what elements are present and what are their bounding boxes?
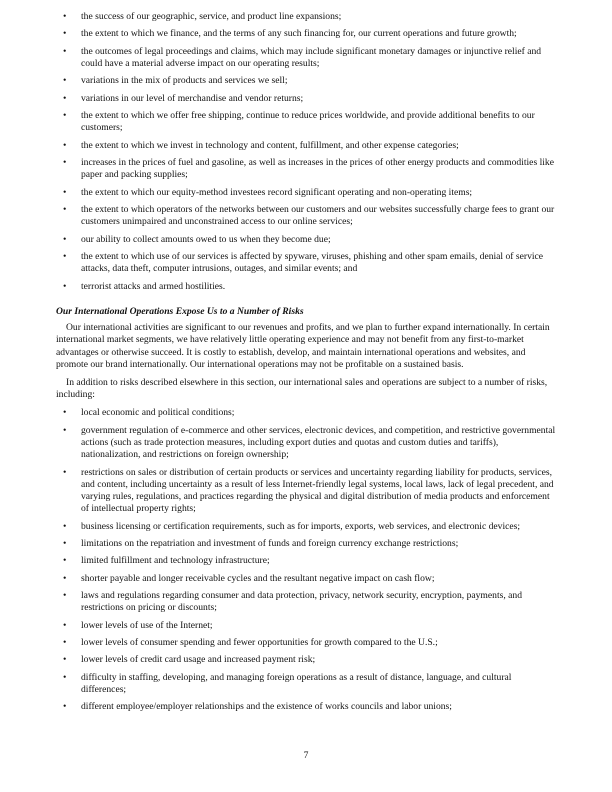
list-item-text: the extent to which our equity-method investees record significant operating and non-operating items; <box>81 186 473 198</box>
list-item <box>56 672 556 696</box>
list-item <box>56 157 556 181</box>
list-item <box>56 654 556 666</box>
list-item <box>56 11 556 23</box>
list-item <box>56 538 556 550</box>
list-item <box>56 555 556 567</box>
bullet-icon: • <box>63 28 67 40</box>
list-item-text: local economic and political conditions; <box>81 407 235 419</box>
section-paragraph-2: In addition to risks described elsewhere in this section, our international sales and operations are subject to a number of risks, including: <box>56 376 548 401</box>
bullet-icon: • <box>63 424 67 436</box>
bullet-icon: • <box>63 407 67 419</box>
list-item <box>56 46 556 70</box>
list-item <box>56 93 556 105</box>
list-item-text: different employee/employer relationships and the existence of works councils and labor unions; <box>81 701 452 713</box>
list-item <box>56 407 556 419</box>
bullet-icon: • <box>63 619 67 631</box>
page-number: 7 <box>303 750 309 761</box>
list-item-text: the extent to which we finance, and the terms of any such financing for, our current operations and future growth; <box>81 28 517 40</box>
list-item-text: laws and regulations regarding consumer and data protection, privacy, network security, encryption, payments, and restrictions on pricing or discounts; <box>81 590 522 614</box>
list-item-text: government regulation of e-commerce and other services, electronic devices, and competition, and restrictive governmental actions (such as trade protection measures, including export duties and quotas and custom duties and tariffs), nationalization, and restrictions on foreign ownership; <box>81 424 556 461</box>
bullet-icon: • <box>63 280 67 292</box>
list-item-text: the success of our geographic, service, and product line expansions; <box>81 11 342 22</box>
list-item-text: limited fulfillment and technology infrastructure; <box>81 555 270 567</box>
bullet-icon: • <box>63 537 67 549</box>
bullet-icon: • <box>63 139 67 151</box>
bullet-icon: • <box>63 251 67 263</box>
bullet-icon: • <box>63 75 67 87</box>
list-item-text: business licensing or certification requirements, such as for imports, exports, web services, and electronic devices; <box>81 520 521 532</box>
bullet-icon: • <box>63 92 67 104</box>
bullet-icon: • <box>63 186 67 198</box>
bullet-icon: • <box>63 520 67 532</box>
bullet-icon: • <box>63 555 67 567</box>
bullet-icon: • <box>63 233 67 245</box>
list-item <box>56 28 556 40</box>
list-item <box>56 425 556 462</box>
list-item-text: difficulty in staffing, developing, and managing foreign operations as a result of distance, language, and cultural differences; <box>81 671 512 696</box>
list-item <box>56 234 556 246</box>
bullet-icon: • <box>63 466 67 478</box>
list-item-text: the extent to which operators of the networks between our customers and our websites successfully charge fees to grant our customers unimpaired and unconstrained access to our online services; <box>81 204 555 228</box>
list-item <box>56 110 556 134</box>
list-item <box>56 187 556 199</box>
list-item <box>56 620 556 632</box>
list-item <box>56 637 556 649</box>
bullet-icon: • <box>63 110 67 122</box>
list-item <box>56 521 556 533</box>
list-item-text: restrictions on sales or distribution of certain products or services and uncertainty regarding liability for products, services, and content, including uncertainty as a result of less Internet-friendly legal systems, local laws, lack of legal precedent, and varying rules, regulations, and practices regarding the physical and digital distribution of media products and enforcement of intellectual property rights; <box>81 466 554 515</box>
bullet-icon: • <box>63 157 67 169</box>
list-item-text: variations in the mix of products and services we sell; <box>81 75 288 87</box>
list-item <box>56 251 556 275</box>
list-item-text: lower levels of use of the Internet; <box>81 619 213 631</box>
bullet-icon: • <box>63 45 67 57</box>
list-item-text: increases in the prices of fuel and gasoline, as well as increases in the prices of other energy products and commodities like paper and packing supplies; <box>81 157 554 181</box>
list-item <box>56 590 556 614</box>
bullet-icon: • <box>63 11 67 22</box>
list-item <box>56 204 556 228</box>
list-item-text: the extent to which we offer free shipping, continue to reduce prices worldwide, and provide additional benefits to our customers; <box>81 110 535 134</box>
list-item-text: variations in our level of merchandise and vendor returns; <box>81 92 304 104</box>
list-item-text: limitations on the repatriation and investment of funds and foreign currency exchange restrictions; <box>81 537 459 549</box>
list-item-text: lower levels of consumer spending and fewer opportunities for growth compared to the U.S.; <box>81 637 438 649</box>
list-item <box>56 573 556 585</box>
list-item-text: the extent to which we invest in technology and content, fulfillment, and other expense categories; <box>81 139 459 151</box>
bullet-icon: • <box>63 572 67 584</box>
list-item <box>56 281 556 293</box>
list-item <box>56 701 556 713</box>
section-paragraph-1: Our international activities are significant to our revenues and profits, and we plan to further expand internationally. In certain international market segments, we have relatively little operating experience and may not benefit from any first-to-market advantages or otherwise succeed. It is costly to establish, develop, and maintain international operations and websites, and promote our brand internationally. Our international operations may not be profitable on a sustained basis. <box>56 322 550 370</box>
list-item-text: terrorist attacks and armed hostilities. <box>81 280 226 292</box>
list-item-text: our ability to collect amounts owed to us when they become due; <box>81 233 331 245</box>
document-page <box>56 11 556 719</box>
list-item-text: the extent to which use of our services is affected by spyware, viruses, phishing and other spam emails, denial of service attacks, data theft, computer intrusions, outages, and similar events; and <box>81 251 544 275</box>
international-risk-list <box>56 407 556 713</box>
bullet-icon: • <box>63 204 67 216</box>
list-item <box>56 467 556 516</box>
list-item-text: the outcomes of legal proceedings and claims, which may include significant monetary damages or injunctive relief and could have a material adverse impact on our operating results; <box>81 45 542 69</box>
bullet-icon: • <box>63 654 67 666</box>
bullet-icon: • <box>63 701 67 713</box>
list-item-text: shorter payable and longer receivable cycles and the resultant negative impact on cash flow; <box>81 572 435 584</box>
risk-factor-list <box>56 11 556 293</box>
list-item-text: lower levels of credit card usage and increased payment risk; <box>81 654 316 666</box>
list-item <box>56 140 556 152</box>
bullet-icon: • <box>63 671 67 683</box>
bullet-icon: • <box>63 637 67 649</box>
bullet-icon: • <box>63 590 67 602</box>
list-item <box>56 75 556 87</box>
section-heading: Our International Operations Expose Us to a Number of Risks <box>56 305 304 317</box>
